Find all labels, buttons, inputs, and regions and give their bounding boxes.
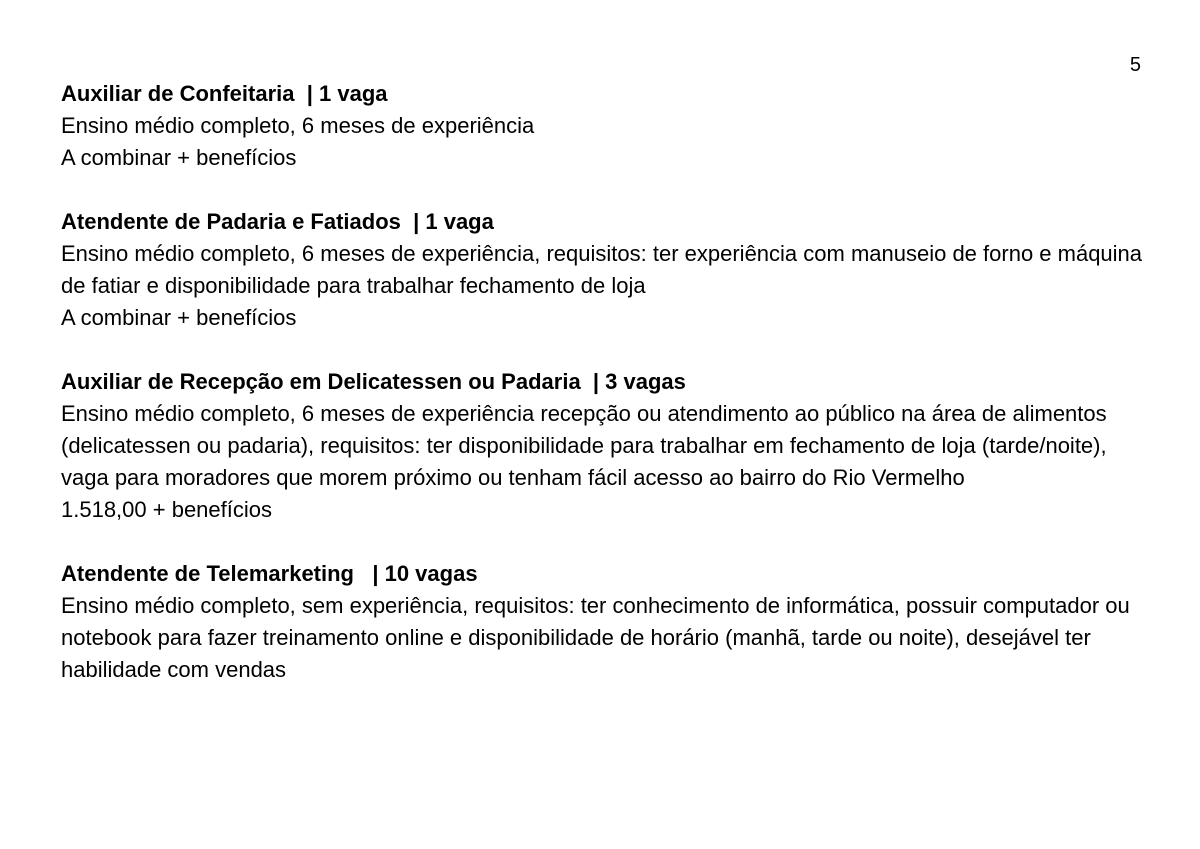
job-requirements: Ensino médio completo, sem experiência, requisitos: ter conhecimento de informática, possuir computador ou notebook para fazer treinamento online e disponibilidade de horário (manhã, tarde ou noite), desejável ter habilidade com vendas bbox=[61, 593, 1130, 682]
job-listing-auxiliar-recepcao bbox=[61, 366, 1146, 526]
job-salary: A combinar + benefícios bbox=[61, 145, 297, 170]
job-title: Auxiliar de Confeitaria | 1 vaga bbox=[61, 81, 388, 106]
page-number: 5 bbox=[1129, 54, 1141, 76]
job-salary: 1.518,00 + benefícios bbox=[61, 497, 272, 522]
job-requirements: Ensino médio completo, 6 meses de experiência, requisitos: ter experiência com manuseio de forno e máquina de fatiar e disponibilidade para trabalhar fechamento de loja bbox=[61, 241, 1143, 298]
job-title: Auxiliar de Recepção em Delicatessen ou Padaria | 3 vagas bbox=[61, 369, 686, 394]
job-listings bbox=[61, 78, 1146, 718]
job-salary: A combinar + benefícios bbox=[61, 305, 297, 330]
job-requirements: Ensino médio completo, 6 meses de experiência bbox=[61, 113, 535, 138]
job-listing-atendente-padaria bbox=[61, 206, 1146, 334]
job-title: Atendente de Telemarketing | 10 vagas bbox=[61, 561, 478, 586]
job-requirements: Ensino médio completo, 6 meses de experiência recepção ou atendimento ao público na área de alimentos (delicatessen ou padaria), requisitos: ter disponibilidade para trabalhar em fechamento de loja (tarde/noite), vaga para moradores que morem próximo ou tenham fácil acesso ao bairro do Rio Vermelho bbox=[61, 401, 1107, 490]
job-listing-auxiliar-confeitaria bbox=[61, 78, 1146, 174]
job-title: Atendente de Padaria e Fatiados | 1 vaga bbox=[61, 209, 494, 234]
job-listing-atendente-telemarketing bbox=[61, 558, 1146, 686]
